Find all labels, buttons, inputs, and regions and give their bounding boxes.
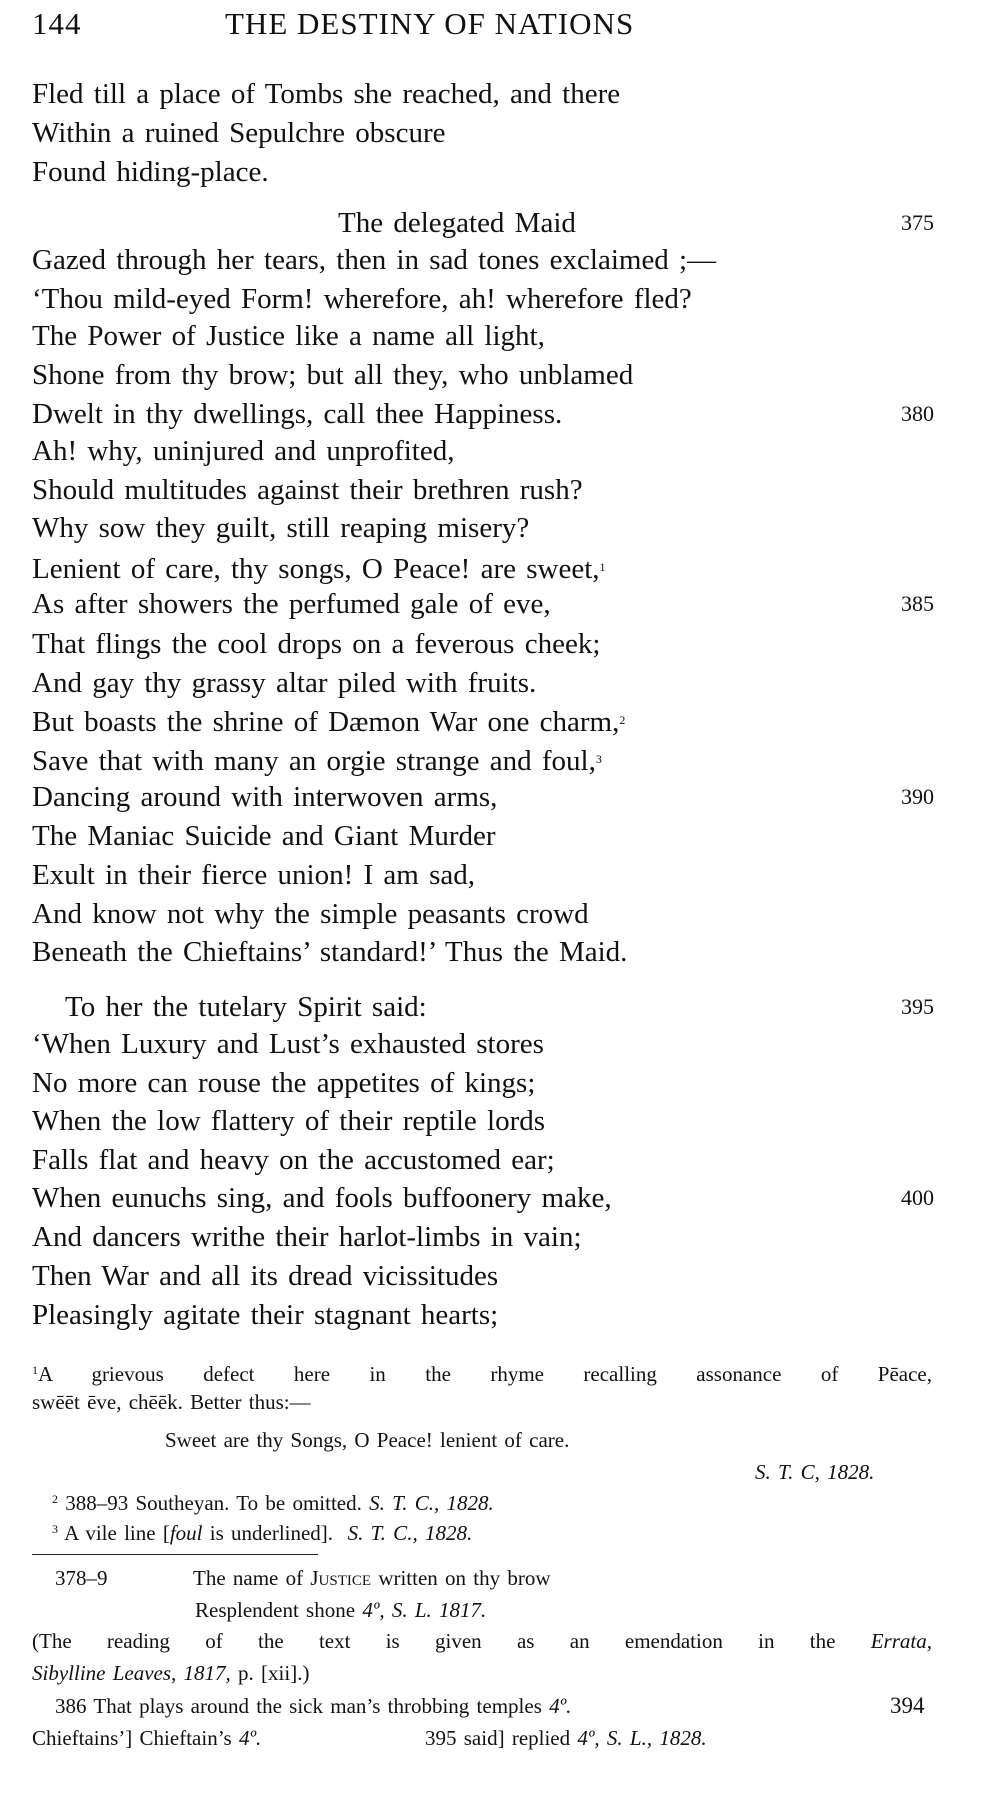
variant-line-number: 394 [890, 1693, 925, 1718]
verse-line [32, 509, 529, 547]
footnote-mark: 2 [52, 1492, 58, 1506]
verse-line [32, 1102, 545, 1140]
verse-line-text: Beneath the Chieftains’ standard!’ Thus the Maid. [32, 936, 628, 968]
page-title: THE DESTINY OF NATIONS [225, 6, 635, 41]
footnote-3 [52, 1514, 472, 1548]
verse-line [32, 778, 497, 816]
variant-text: written on thy brow [371, 1566, 551, 1590]
verse-line-text: Save that with many an orgie strange and foul, [32, 745, 596, 777]
verse-line [32, 548, 606, 588]
footnote-text: 388–93 Southeyan. To be omitted. [65, 1491, 362, 1515]
variant-text: 386 That plays around the sick man’s throbbing temples [55, 1694, 542, 1718]
verse-line-text: Then War and all its dread vicissitudes [32, 1260, 499, 1292]
verse-line [32, 356, 633, 394]
verse-line [32, 241, 716, 279]
variant-small-caps: Justice [310, 1566, 372, 1590]
footnote-mark: 3 [52, 1522, 58, 1536]
verse-line-text: Falls flat and heavy on the accustomed ear; [32, 1144, 555, 1176]
verse-line-text: Within a ruined Sepulchre obscure [32, 117, 446, 149]
verse-line [32, 317, 545, 355]
verse-line-text: The Maniac Suicide and Giant Murder [32, 820, 496, 852]
verse-line [32, 395, 562, 433]
verse-line-text: ‘Thou mild-eyed Form! wherefore, ah! wherefore fled? [32, 283, 692, 315]
verse-line [32, 1025, 544, 1063]
line-number: 385 [901, 591, 934, 616]
verse-line-text: And know not why the simple peasants crowd [32, 898, 589, 930]
line-number: 380 [901, 401, 934, 426]
variant-text: The name of [193, 1566, 311, 1590]
verse-line [32, 114, 445, 152]
footnote-source: S. T. C., 1828. [369, 1491, 494, 1515]
verse-line-text: Gazed through her tears, then in sad tones exclaimed ;— [32, 244, 717, 276]
verse-line-text: When the low flattery of their reptile lords [32, 1105, 546, 1137]
footnote-1-source: S. T. C, 1828. [755, 1460, 875, 1484]
verse-line [32, 701, 625, 741]
verse-line [32, 1179, 612, 1217]
variant-line [32, 1723, 261, 1753]
verse-line-text: That flings the cool drops on a feverous cheek; [32, 628, 601, 660]
verse-line [32, 75, 620, 113]
line-number: 390 [901, 784, 934, 809]
variant-note [32, 1626, 932, 1656]
footnote-text: A grievous defect here in the rhyme recalling assonance of Pēace, [38, 1362, 932, 1386]
variant-text: 395 said] replied [425, 1726, 571, 1750]
verse-line [32, 280, 692, 318]
footnote-2 [52, 1484, 494, 1518]
verse-line-text: When eunuchs sing, and fools buffoonery make, [32, 1182, 612, 1214]
verse-line-text: Exult in their fierce union! I am sad, [32, 859, 475, 891]
variant-text: p. [xii].) [238, 1661, 310, 1685]
page-number: 144 [32, 6, 82, 41]
verse-line [32, 1064, 535, 1102]
footnote-mark: 1 [599, 560, 606, 574]
verse-line-text: And gay thy grassy altar piled with fruits. [32, 667, 537, 699]
verse-line-text: And dancers writhe their harlot-limbs in vain; [32, 1221, 582, 1253]
verse-line [32, 1296, 498, 1334]
verse-line [32, 933, 627, 971]
verse-line [32, 1257, 498, 1295]
variant-italic: Sibylline Leaves, 1817, [32, 1661, 231, 1685]
verse-line-text: Lenient of care, thy songs, O Peace! are sweet, [32, 553, 600, 585]
line-number: 400 [901, 1185, 934, 1210]
footnote-mark: 3 [595, 752, 602, 766]
verse-line-text: Why sow they guilt, still reaping misery? [32, 512, 530, 544]
verse-line-text: Dwelt in thy dwellings, call thee Happiness. [32, 398, 563, 430]
variant-line [425, 1723, 707, 1753]
verse-line [32, 664, 536, 702]
variant-source: 4º, S. L., 1828. [577, 1726, 707, 1750]
verse-line [32, 740, 602, 780]
footnote-source: S. T. C., 1828. [347, 1521, 473, 1545]
verse-line [32, 432, 454, 470]
verse-line-text: Pleasingly agitate their stagnant hearts; [32, 1299, 499, 1331]
footnote-text: is underlined]. [202, 1521, 334, 1545]
variant-source: 4º. [549, 1694, 572, 1718]
verse-line [32, 1141, 555, 1179]
verse-line-text: The delegated Maid [338, 207, 576, 239]
footnote-1-quote: Sweet are thy Songs, O Peace! lenient of care. [165, 1428, 570, 1452]
footnote-italic-word: foul [169, 1521, 203, 1545]
variant-line [55, 1691, 571, 1721]
footnote-mark: 1 [32, 1363, 38, 1377]
verse-line [32, 625, 600, 663]
verse-line-text: The Power of Justice like a name all light, [32, 320, 545, 352]
variant-text: Resplendent shone [195, 1598, 356, 1622]
verse-line-text: As after showers the perfumed gale of eve, [32, 588, 551, 620]
verse-line [32, 585, 551, 623]
variant-source: 4º. [238, 1726, 262, 1750]
line-number: 395 [901, 994, 934, 1019]
verse-line-text: ‘When Luxury and Lust’s exhausted stores [32, 1028, 544, 1060]
footnote-divider [32, 1554, 318, 1555]
variant-line [193, 1563, 551, 1593]
verse-line-text: No more can rouse the appetites of kings; [32, 1067, 536, 1099]
variant-source: 4º, S. L. 1817. [362, 1598, 487, 1622]
footnote-text: A vile line [ [64, 1521, 170, 1545]
verse-line-text: To her the tutelary Spirit said: [65, 991, 427, 1023]
verse-line [338, 204, 576, 242]
footnote-mark: 2 [619, 713, 626, 727]
verse-line-text: Found hiding-place. [32, 156, 269, 188]
footnote-1 [32, 1355, 932, 1389]
variant-note-cont [32, 1658, 309, 1688]
verse-line [32, 856, 475, 894]
variant-text: (The reading of the text is given as an emendation in the [32, 1629, 836, 1653]
verse-line [32, 895, 589, 933]
variant-text: Chieftains’] Chieftain’s [32, 1726, 232, 1750]
verse-line [32, 153, 269, 191]
variant-ref: 378–9 [55, 1566, 108, 1590]
verse-line-text: Fled till a place of Tombs she reached, and there [32, 78, 621, 110]
verse-line [32, 1218, 582, 1256]
variant-line [195, 1595, 486, 1625]
variant-italic: Errata, [870, 1629, 932, 1653]
verse-line [32, 817, 496, 855]
verse-line [32, 471, 583, 509]
verse-line-text: Dancing around with interwoven arms, [32, 781, 498, 813]
footnote-1-cont: swēēt ēve, chēēk. Better thus:— [32, 1390, 311, 1414]
line-number: 375 [901, 210, 934, 235]
verse-line-text: But boasts the shrine of Dæmon War one charm, [32, 706, 620, 738]
verse-line-text: Should multitudes against their brethren rush? [32, 474, 583, 506]
verse-line-text: Shone from thy brow; but all they, who unblamed [32, 359, 634, 391]
verse-line [65, 988, 427, 1026]
verse-line-text: Ah! why, uninjured and unprofited, [32, 435, 455, 467]
